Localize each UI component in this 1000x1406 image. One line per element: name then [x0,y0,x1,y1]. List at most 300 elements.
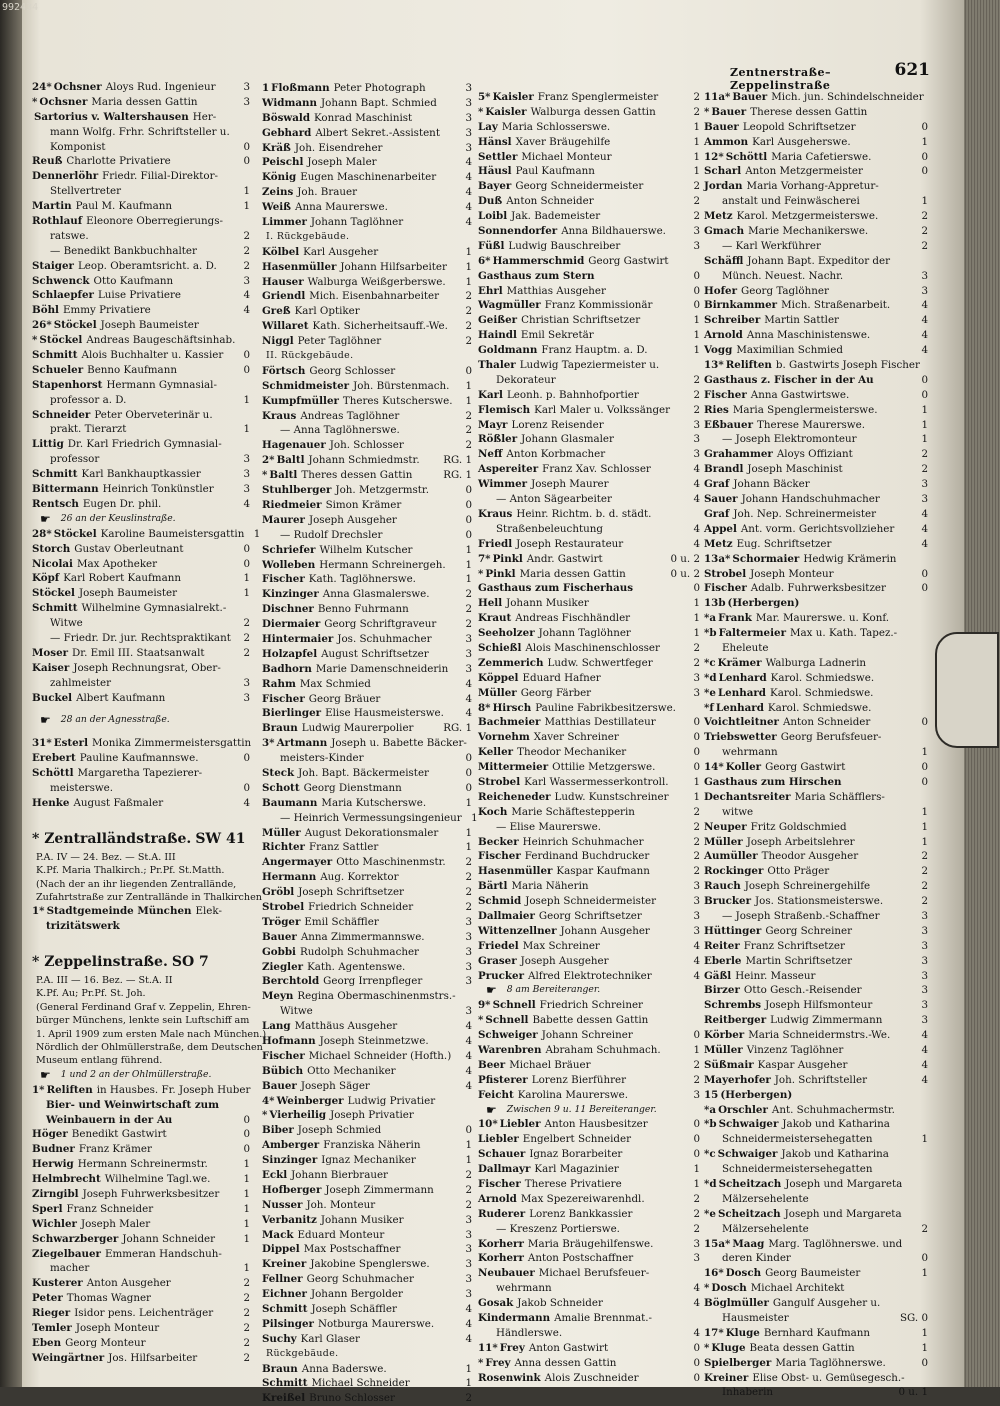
entry-floor: 3 [243,676,250,689]
directory-entry [704,522,928,537]
entry-floor: 2 [921,1222,928,1235]
entry-floor: 0 u. 1 [898,1386,928,1399]
entry-floor: 3 [243,468,250,481]
entry-name: Arnold [478,1192,517,1205]
entry-name: Scharl [704,165,742,178]
entry-number: *e [704,1207,716,1220]
directory-entry [478,90,700,105]
entry-floor: 4 [693,1326,700,1339]
directory-entry [704,1058,928,1073]
directory-entry [478,507,700,522]
entry-description: Anton Hausbesitzer [544,1118,648,1131]
directory-entry [478,998,700,1013]
entry-floor: 3 [693,433,700,446]
entry-floor [688,1311,700,1326]
entry-floor: 2 [693,1222,700,1235]
entry-name: Köpf [32,572,60,585]
entry-floor [916,1088,928,1103]
entry-description: Joseph Schäffler [311,1303,397,1316]
entry-name: Bübich [262,1064,304,1077]
entry-floor: 3 [693,1237,700,1250]
entry-description: Joh. Metzgermstr. [335,484,429,497]
entry-name: Geißer [478,314,518,327]
directory-entry [478,1058,700,1073]
directory-entry [32,571,250,586]
entry-name: Stöckel [32,587,75,600]
directory-entry [262,692,472,707]
directory-entry [478,1311,700,1326]
directory-entry [262,989,472,1004]
directory-entry [32,1157,250,1172]
entry-description: deren Kinder [722,1252,791,1265]
entry-floor: 1 [921,1341,928,1354]
entry-floor [238,713,250,728]
entry-floor: 0 [243,542,250,555]
directory-entry [262,513,472,528]
directory-entry [478,730,700,745]
entry-description: Christian Schriftsetzer [521,314,641,327]
entry-number: * [704,1282,710,1295]
entry-name: trizitätswerk [46,920,120,933]
entry-description: Karl Optiker [294,305,360,318]
entry-floor: 1 [465,573,472,586]
entry-name: Liebler [499,1118,541,1131]
directory-entry [262,245,472,260]
entry-description: Theres dessen Gattin [301,469,413,482]
directory-entry [262,200,472,215]
entry-description: Ignaz Mechaniker [321,1154,416,1167]
entry-description: Emil Schäffler [304,915,379,928]
entry-floor [238,601,250,616]
entry-name: Schrembs [704,999,762,1012]
entry-name: Faltermeier [718,627,786,640]
entry-name: Schormaier [732,552,800,565]
entry-number: 1* [32,905,45,918]
entry-floor: 0 [693,746,700,759]
entry-name: Kraus [478,507,513,520]
entry-floor: 0 [465,1124,472,1137]
directory-entry [478,1266,700,1281]
entry-floor: 0 [921,1356,928,1369]
directory-entry [704,686,928,701]
entry-description: mann Wolfg. Frhr. Schriftsteller u. [50,125,230,138]
entry-floor [238,919,250,934]
entry-floor: 1 [693,790,700,803]
entry-description: Heinr. Masseur [735,969,816,982]
entry-name: Verbanitz [262,1213,317,1226]
entry-floor: 1 [693,165,700,178]
subsection-heading [262,1347,472,1362]
entry-name: Fischer [704,582,747,595]
entry-description: — Kreszenz Portierswe. [496,1222,620,1235]
directory-entry [478,924,700,939]
entry-floor: 0 [693,582,700,595]
entry-name: Ruderer [478,1207,526,1220]
entry-description: — Anton Sägearbeiter [496,493,612,506]
entry-floor: 2 [921,865,928,878]
entry-floor: 1 [465,1377,472,1390]
directory-entry [704,298,928,313]
entry-description: Leop. Oberamtsricht. a. D. [77,259,217,272]
entry-description: Kaspar Kaufmann [556,865,650,878]
entry-floor: 3 [465,1005,472,1018]
entry-description: Johann Taglöhner [538,627,631,640]
directory-entry [262,364,472,379]
directory-entry [262,304,472,319]
entry-floor: 2 [693,1207,700,1220]
entry-floor: 2 [693,91,700,103]
entry-name: Neuper [704,820,747,833]
entry-name: Mack [262,1228,294,1241]
entry-floor: 4 [465,677,472,690]
entry-name: Schnell [485,1014,529,1027]
entry-description: Michael Berufsfeuer- [538,1267,650,1280]
entry-name: Dosch [725,1267,762,1280]
directory-entry [704,954,928,969]
entry-name: Zirngibl [32,1187,79,1200]
entry-number: * [262,1109,268,1122]
entry-name: Hermann [262,871,317,884]
entry-name: Böhl [32,304,59,317]
entry-floor: 4 [243,304,250,317]
directory-entry [478,298,700,313]
entry-floor: 1 [253,527,261,540]
entry-name: Zemmerich [478,656,544,669]
entry-floor: 1 [921,820,928,833]
entry-name: Amberger [262,1139,320,1152]
entry-description: Karl Ausgeherswe. [752,135,851,148]
entry-description: Joseph Hilfsmonteur [765,999,873,1012]
entry-description: — Friedr. Dr. jur. Rechtspraktikant [50,631,231,644]
entry-description: Jos. Hilfsarbeiter [108,1351,198,1364]
entry-description: Karl Robert Kaufmann [63,572,181,585]
entry-description: Jakobine Spenglerswe. [310,1258,430,1271]
entry-description: Theres Kutscherswe. [342,394,453,407]
entry-name: Duß [478,195,503,208]
entry-description: Alois Maschinenschlosser [525,641,660,654]
entry-floor: 2 [243,617,250,630]
entry-number: 28* [32,527,52,540]
directory-entry [32,1113,250,1128]
entry-name: Eichner [262,1288,307,1301]
entry-description: Rudolph Schuhmacher [299,945,419,958]
entry-name: Kreißel [262,1392,306,1405]
entry-name: Pfisterer [478,1073,528,1086]
entry-name: Esterl [53,737,89,750]
entry-description: Franz Spenglermeister [537,91,659,103]
directory-entry [478,1281,700,1296]
directory-entry [32,452,250,467]
directory-entry [478,477,700,492]
directory-entry [704,1088,928,1103]
entry-name: (Herbergen) [727,597,800,610]
entry-description: Joseph und Margareta [784,1207,902,1220]
entry-floor: 4 [921,522,928,535]
directory-entry [704,313,928,328]
entry-floor: 4 [243,497,250,510]
entry-name: Koller [725,761,762,774]
entry-description: Lorenz Reisender [511,418,604,431]
directory-entry [704,328,928,343]
entry-floor: 4 [921,1073,928,1086]
entry-name: Böglmüller [704,1297,769,1310]
entry-description: Marie Schäftestepperin [511,805,635,818]
entry-floor [928,90,940,105]
entry-description: Maximilian Schmied [736,344,843,357]
entry-description: Mich. jun. Schindelschneider [771,91,924,103]
entry-floor: 2 [243,1277,250,1290]
entry-description: Karl Magazinier [534,1163,619,1176]
directory-entry [32,904,250,919]
entry-name: Hirsch [492,701,532,714]
entry-floor: 1 [693,344,700,357]
entry-name: Brucker [704,895,751,908]
entry-name: Hofberger [262,1183,322,1196]
entry-floor: 0 [921,582,928,595]
entry-floor: 3 [921,969,928,982]
entry-name: Rockinger [704,865,764,878]
directory-entry [478,909,700,924]
entry-description: Georg Monteur [65,1336,146,1349]
entry-description: Marie Mechanikerswe. [748,225,869,238]
directory-entry [262,766,472,781]
entry-number: 2* [262,454,275,467]
entry-name: Fischer [704,388,747,401]
entry-name: (Herbergen) [720,1088,793,1101]
directory-entry [704,269,928,284]
entry-floor: 2 [921,895,928,908]
directory-entry [704,1326,928,1341]
entry-name: Schöttl [32,767,74,780]
directory-entry [478,1296,700,1311]
entry-name: Zeins [262,186,294,199]
directory-entry [478,1043,700,1058]
spacer [32,811,250,819]
directory-entry [704,730,928,745]
entry-description: Michael Architekt [750,1282,845,1295]
entry-name: Schweiger [478,1029,538,1042]
entry-floor: 1 [921,135,928,148]
entry-number: 8* [478,701,491,714]
entry-floor: 2 [693,373,700,386]
entry-name: Baltl [269,469,298,482]
entry-floor [238,169,250,184]
directory-entry [32,214,250,229]
entry-number: * [478,105,484,118]
directory-entry [478,954,700,969]
entry-floor: 1 [693,775,700,788]
entry-name: Dallmayr [478,1163,531,1176]
entry-description: Dekorateur [496,373,556,386]
directory-entry [704,1296,928,1311]
entry-floor: RG. 1 [443,469,472,482]
entry-floor: 1 [465,1362,472,1375]
entry-floor: 0 [693,1148,700,1161]
entry-description [796,1088,912,1103]
entry-name: Jordan [704,180,743,193]
entry-description: Joseph Baumeister [78,587,178,600]
entry-description: Eduard Hafner [522,671,601,684]
entry-number: * [704,105,710,118]
entry-floor: 0 [921,150,928,163]
entry-description: — Anna Taglöhnerswe. [280,424,400,437]
entry-floor: 3 [465,1258,472,1271]
entry-description: Anna Zimmermannswe. [300,930,425,943]
entry-description: Lorenz Bankkassier [529,1207,633,1220]
directory-entry [262,394,472,409]
entry-floor [916,611,928,626]
directory-entry [262,870,472,885]
entry-number: 13* [704,359,724,372]
entry-floor: 3 [243,81,250,93]
entry-floor: 2 [243,244,250,257]
entry-description: Walburga dessen Gattin [530,105,656,118]
entry-description: Eug. Schriftsetzer [736,537,832,550]
entry-description: Joseph Restaurateur [516,537,624,550]
entry-description [124,919,234,934]
entry-description: Stellvertreter [50,185,122,198]
directory-entry [262,468,472,483]
entry-floor: 3 [921,284,928,297]
entry-floor: 4 [921,507,928,520]
entry-description: Joseph Maurer [531,478,609,491]
entry-name: Lenhard [717,686,766,699]
entry-description: Straßenbeleuchtung [496,522,603,535]
entry-floor: 4 [921,1044,928,1056]
entry-floor: 4 [465,216,472,229]
directory-entry [478,641,700,656]
entry-floor: 4 [465,171,472,184]
directory-entry [704,492,928,507]
directory-entry [262,1034,472,1049]
entry-floor: 2 [693,210,700,223]
directory-entry [32,781,250,796]
entry-name: Niggl [262,335,294,348]
entry-floor: 4 [465,1020,472,1033]
entry-floor: 2 [693,641,700,654]
entry-description: bürger Münchens, lenkte sein Luftschiff am [36,1015,250,1027]
entry-description: Alois Buchhalter u. Kassier [81,349,224,362]
directory-entry [32,1306,250,1321]
entry-name: Schnell [492,999,536,1012]
entry-name: Warenbren [478,1044,542,1056]
entry-description: Joseph Maler [307,156,377,169]
entry-description: Kath. Taglöhnerswe. [308,573,416,586]
entry-description: — Benedikt Bankbuchhalter [50,244,197,257]
entry-description: Joseph Schmied [297,1124,382,1137]
entry-description: Maria Spenglermeisterswe. [732,403,878,416]
entry-floor: 0 [465,364,472,377]
entry-floor: 3 [693,1088,700,1101]
entry-description: 1. April 1909 zum ersten Male nach München.) [36,1028,267,1040]
entry-description: Georg Taglöhner [741,284,829,297]
directory-entry [478,135,700,150]
entry-description: Benno Kaufmann [87,363,177,376]
entry-description: professor [50,453,100,466]
entry-floor [916,626,928,641]
entry-description: Margaretha Tapezierer- [77,767,203,780]
directory-entry [262,528,472,543]
directory-entry [704,1371,928,1386]
directory-entry [478,775,700,790]
entry-name: Schöttl [725,150,768,163]
entry-description: Franz Kommissionär [544,299,653,312]
entry-name: Lenhard [718,671,767,684]
section-note [32,512,250,527]
entry-description: Luise Privatiere [97,289,181,302]
entry-description: Anna Glasmalerswe. [322,588,430,601]
directory-entry [478,1222,700,1237]
entry-name: Stöckel [53,527,97,540]
entry-number: 9* [478,999,491,1012]
directory-entry [704,581,928,596]
entry-name: Suchy [262,1332,297,1345]
directory-entry [478,1073,700,1088]
directory-entry [32,169,250,184]
entry-number: * [478,1356,484,1369]
entry-floor: 3 [465,1213,472,1226]
entry-description: — Joseph Straßenb.-Schaffner [722,909,880,922]
entry-description: Joseph Schreinergehilfe [744,880,871,893]
entry-floor: 3 [693,239,700,252]
entry-floor: 4 [921,329,928,342]
directory-entry [262,453,472,468]
street-info [32,1014,250,1027]
entry-floor: 3 [693,895,700,908]
entry-description: Adalb. Fuhrwerksbesitzer [750,582,886,595]
entry-number: 12* [704,150,724,163]
entry-name: Schmidmeister [262,379,350,392]
entry-floor: 1 [693,597,700,610]
entry-number: 24* [32,81,52,93]
entry-floor: 4 [921,1029,928,1042]
entry-description: Karol. Schmiedswe. [770,671,875,684]
entry-description: Maria Cafetierswe. [771,150,872,163]
entry-floor: 2 [243,1321,250,1334]
entry-name: Meyn [262,990,294,1003]
entry-description: Georg Berufsfeuer- [780,731,882,744]
entry-name: Schreiber [704,314,761,327]
entry-description: Engelbert Schneider [522,1133,632,1146]
entry-number: * [478,1014,484,1027]
directory-entry [262,647,472,662]
entry-floor: 2 [465,439,472,452]
directory-entry [704,105,928,120]
entry-description: Jos. Schuhmacher [337,632,432,645]
directory-entry [478,1117,700,1132]
entry-name: Becker [478,835,519,848]
entry-name: Eckl [262,1169,288,1182]
entry-description: Kath. Sicherheitsauff.-We. [312,320,448,333]
directory-entry [32,244,250,259]
entry-floor [460,1094,472,1109]
entry-floor [916,730,928,745]
entry-description: Amalie Brennmat.- [554,1312,653,1325]
entry-description: Ludw. Kunstschreiner [554,790,669,803]
entry-description: Lorenz Bierführer [531,1073,627,1086]
entry-description: Jakob und Katharina [781,1148,889,1161]
entry-name: Mayerhofer [704,1073,771,1086]
directory-entry [32,497,250,512]
directory-entry [704,1028,928,1043]
entry-name: Schmitt [262,1377,308,1390]
entry-description: Maria Näherin [511,880,589,893]
directory-entry [704,1147,928,1162]
entry-description: I. Rückgebäude. [266,230,350,242]
entry-name: Eben [32,1336,62,1349]
entry-name: Kölbel [262,245,300,258]
entry-floor [238,661,250,676]
